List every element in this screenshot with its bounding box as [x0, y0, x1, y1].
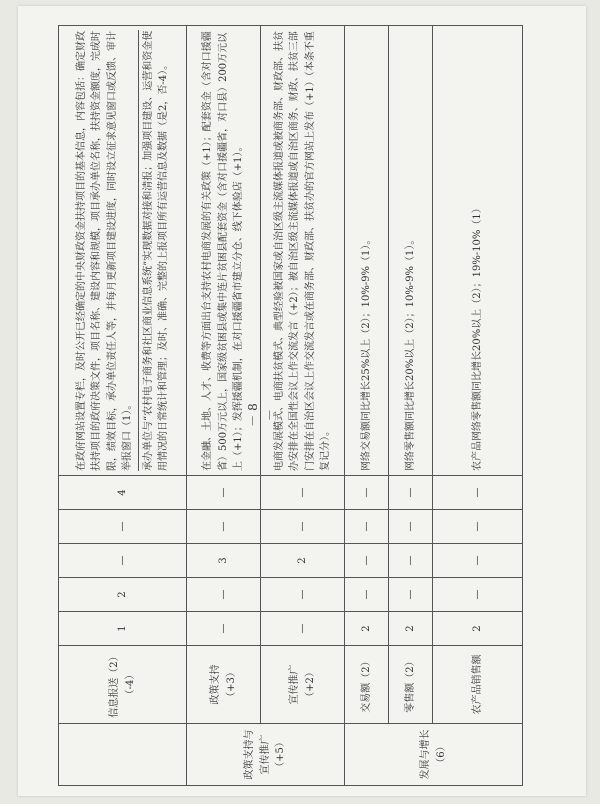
- table-row: [389, 26, 433, 786]
- item-cell: 零售额（2）: [389, 646, 433, 724]
- score-cell: —: [433, 578, 523, 612]
- score-cell: —: [389, 544, 433, 578]
- score-cell: —: [261, 476, 345, 510]
- score-cell: —: [345, 544, 389, 578]
- item-cell: 交易额（2）: [345, 646, 389, 724]
- description-part-b: 承办单位与“农村电子商务和社区商业信息系统”实现数据对接和清报；加强项目建设、运营和资金使用情况的日常统计和管理；及时、准确、完整的上报项目所有运营信息及数据（是2，否-4）。: [142, 30, 169, 471]
- score-cell: 2: [433, 612, 523, 646]
- description-cell: [59, 26, 187, 476]
- description-cell: 农产品网络零售额同比增长20%以上（2）；19%-10%（1）: [433, 26, 523, 476]
- evaluation-table: [58, 25, 523, 786]
- score-cell: —: [187, 578, 261, 612]
- score-cell: —: [345, 510, 389, 544]
- document-page: [18, 6, 586, 796]
- item-cell: 农产品销售额: [433, 646, 523, 724]
- score-cell: —: [345, 578, 389, 612]
- score-cell: 2: [345, 612, 389, 646]
- score-cell: 1: [59, 612, 187, 646]
- description-part-a: 在政府网站设置专栏，及时公开已经确定的中央财政资金扶持项目的基本信息，内容包括：确定财政扶持项目的政府决策文件，项目名称、建设内容和规模，项目承办单位名称，扶持资金额度，完成时限，绩效目标，承办单位责任人等，并每月更新项目建设进度，同时设立征求意见窗口或反馈、审计举报窗口（1）。: [74, 30, 139, 471]
- description-cell: 网络交易额同比增长25%以上（2）；10%-9%（1）。: [345, 26, 389, 476]
- score-cell: —: [433, 510, 523, 544]
- table-row: [59, 26, 187, 786]
- score-cell: —: [59, 544, 187, 578]
- score-cell: —: [389, 476, 433, 510]
- score-cell: —: [433, 544, 523, 578]
- score-cell: —: [187, 476, 261, 510]
- category-cell: 发展与增长（6）: [345, 724, 523, 786]
- score-cell: 2: [59, 578, 187, 612]
- category-cell: 政策支持与宣传推广（+5）: [187, 724, 345, 786]
- item-cell: 信息报送（2）（-4）: [59, 646, 187, 724]
- rotated-table-container: [58, 26, 522, 786]
- score-cell: —: [389, 578, 433, 612]
- description-cell: 在金融、土地、人才、收费等方面出台支持农村电商发展的有关政策（+1）；配套资金（含对口援疆省）500万元以上，国家级贫困县或集中连片贫困县配套资金（含对口援疆省，对口县）200万元以上（+1）；发挥援疆机制，在对口援疆省市建立分仓、线下体验店（+1）。: [187, 26, 261, 476]
- score-cell: 4: [59, 476, 187, 510]
- score-cell: 3: [187, 544, 261, 578]
- description-cell: 电商发展模式、电商扶贫模式、典型经验被国家或自治区级主流媒体报道或被商务部、财政部、扶贫办安排在全国性会议上作交流发言（+2）；被自治区级主流媒体报道或自治区商务、财政、扶贫三部门安排在自治区会议上作交流发言或在商务部、财政部、扶贫办的官方网站上发布（+1）（本条不重复记分）。: [261, 26, 345, 476]
- score-cell: —: [261, 612, 345, 646]
- score-cell: —: [389, 510, 433, 544]
- score-cell: —: [345, 476, 389, 510]
- score-cell: —: [59, 510, 187, 544]
- score-cell: —: [187, 510, 261, 544]
- score-cell: —: [433, 476, 523, 510]
- score-cell: —: [261, 510, 345, 544]
- table-row: [345, 26, 389, 786]
- score-cell: 2: [261, 544, 345, 578]
- description-cell: 网络零售额同比增长20%以上（2）；10%-9%（1）。: [389, 26, 433, 476]
- score-cell: —: [261, 578, 345, 612]
- item-cell: 政策支持（+3）: [187, 646, 261, 724]
- page-number: － 8 －: [246, 403, 277, 427]
- score-cell: 2: [389, 612, 433, 646]
- category-cell: [59, 724, 187, 786]
- table-row: [433, 26, 523, 786]
- score-cell: —: [187, 612, 261, 646]
- item-cell: 宣传推广（+2）: [261, 646, 345, 724]
